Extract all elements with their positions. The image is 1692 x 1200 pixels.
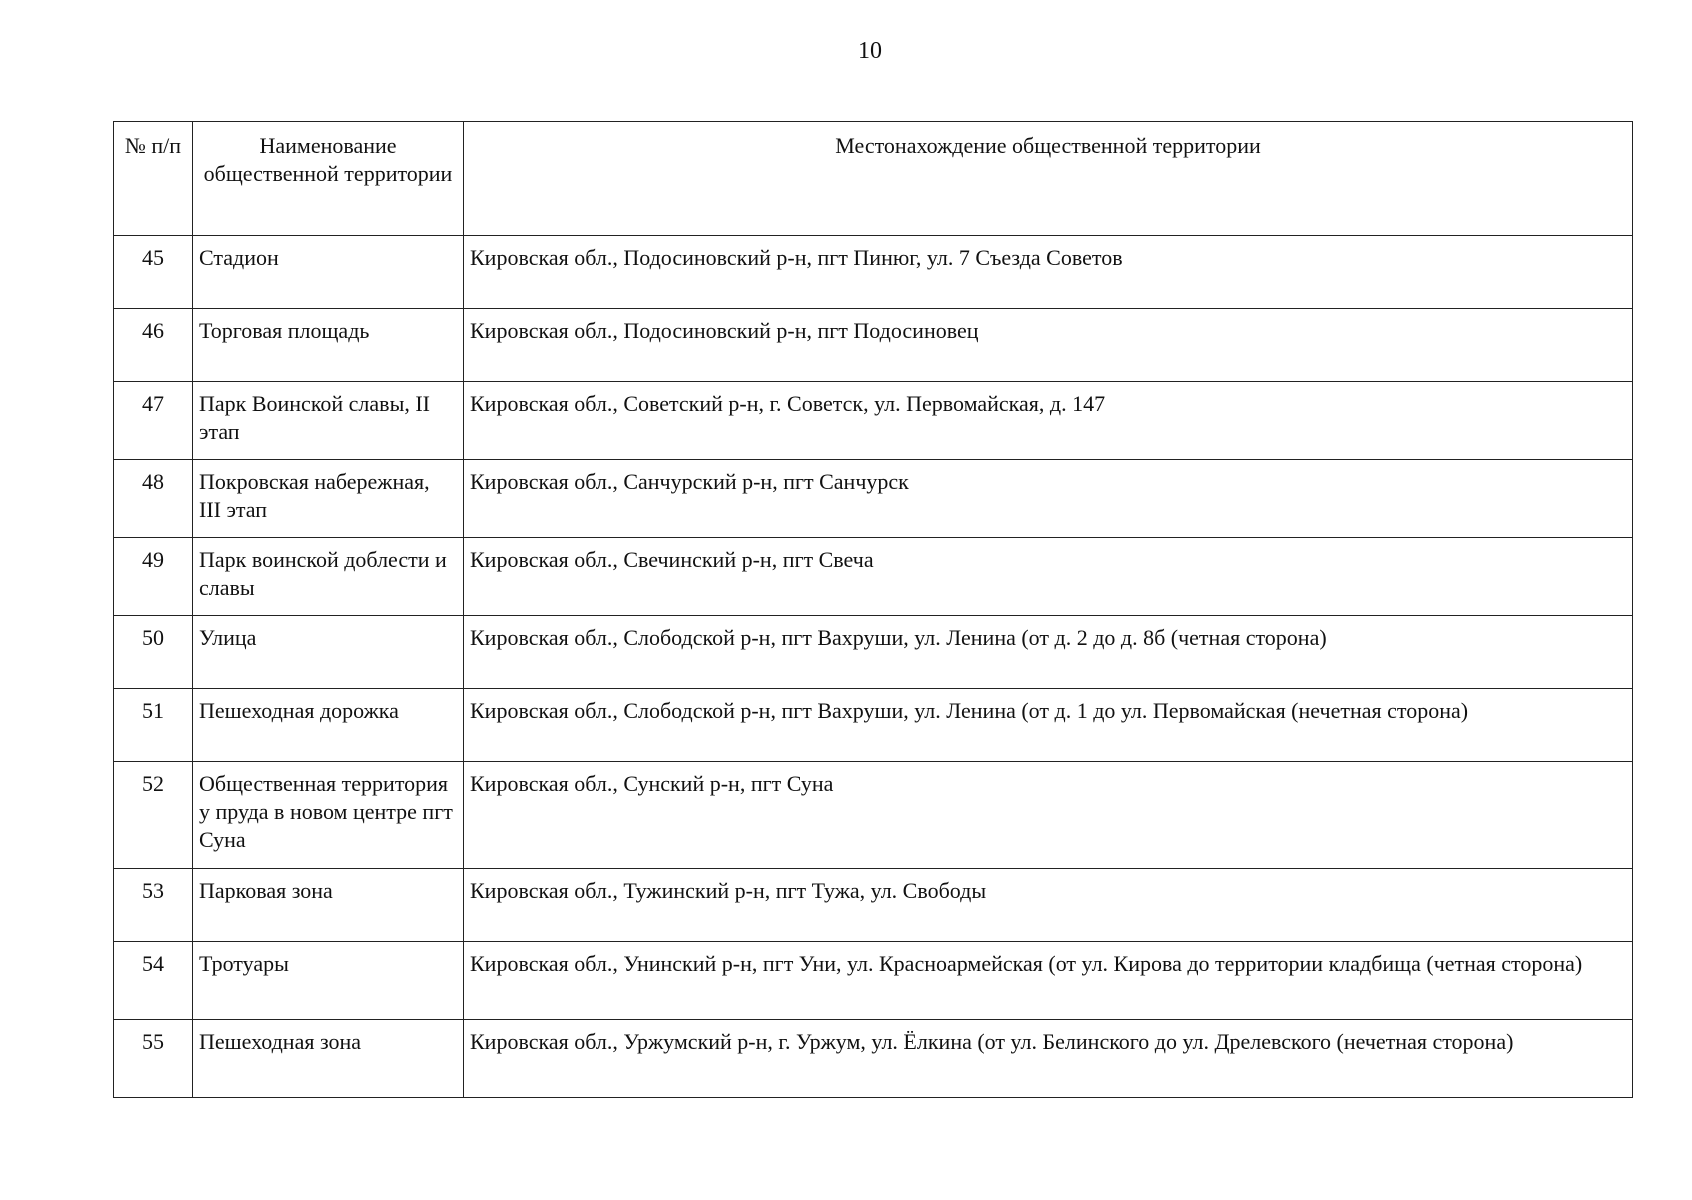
table-row [114, 309, 1633, 382]
row-name: Парковая зона [193, 869, 464, 942]
row-num: 51 [114, 689, 193, 762]
row-location: Кировская обл., Советский р-н, г. Советск, ул. Первомайская, д. 147 [464, 382, 1633, 460]
row-name: Торговая площадь [193, 309, 464, 382]
row-location: Кировская обл., Сунский р-н, пгт Суна [464, 762, 1633, 869]
row-location: Кировская обл., Слободской р-н, пгт Вахруши, ул. Ленина (от д. 1 до ул. Первомайская (нечетная сторона) [464, 689, 1633, 762]
row-num: 46 [114, 309, 193, 382]
row-name: Пешеходная зона [193, 1020, 464, 1098]
row-name: Покровская набережная, III этап [193, 460, 464, 538]
row-location: Кировская обл., Слободской р-н, пгт Вахруши, ул. Ленина (от д. 2 до д. 8б (четная сторона) [464, 616, 1633, 689]
header-num: № п/п [114, 122, 193, 236]
header-name: Наименование общественной территории [193, 122, 464, 236]
row-name: Парк Воинской славы, II этап [193, 382, 464, 460]
table-row [114, 689, 1633, 762]
table-row [114, 762, 1633, 869]
header-location: Местонахождение общественной территории [464, 122, 1633, 236]
row-num: 49 [114, 538, 193, 616]
row-location: Кировская обл., Уржумский р-н, г. Уржум, ул. Ёлкина (от ул. Белинского до ул. Дрелевского (нечетная сторона) [464, 1020, 1633, 1098]
page-number: 10 [858, 38, 882, 64]
row-name: Парк воинской доблести и славы [193, 538, 464, 616]
row-name: Улица [193, 616, 464, 689]
table-row [114, 616, 1633, 689]
table-header-row [114, 122, 1633, 236]
row-location: Кировская обл., Подосиновский р-н, пгт Подосиновец [464, 309, 1633, 382]
row-num: 48 [114, 460, 193, 538]
table-row [114, 869, 1633, 942]
row-num: 52 [114, 762, 193, 869]
row-location: Кировская обл., Тужинский р-н, пгт Тужа, ул. Свободы [464, 869, 1633, 942]
table-row [114, 538, 1633, 616]
table-row [114, 1020, 1633, 1098]
row-location: Кировская обл., Подосиновский р-н, пгт Пинюг, ул. 7 Съезда Советов [464, 236, 1633, 309]
row-num: 45 [114, 236, 193, 309]
row-location: Кировская обл., Унинский р-н, пгт Уни, ул. Красноармейская (от ул. Кирова до территории кладбища (четная сторона) [464, 942, 1633, 1020]
table-row [114, 942, 1633, 1020]
row-num: 50 [114, 616, 193, 689]
row-location: Кировская обл., Санчурский р-н, пгт Санчурск [464, 460, 1633, 538]
row-name: Общественная территория у пруда в новом центре пгт Суна [193, 762, 464, 869]
table-row [114, 236, 1633, 309]
row-num: 54 [114, 942, 193, 1020]
row-num: 55 [114, 1020, 193, 1098]
row-num: 53 [114, 869, 193, 942]
row-name: Пешеходная дорожка [193, 689, 464, 762]
territories-table [113, 121, 1633, 1098]
row-name: Стадион [193, 236, 464, 309]
table-row [114, 382, 1633, 460]
table-row [114, 460, 1633, 538]
row-location: Кировская обл., Свечинский р-н, пгт Свеча [464, 538, 1633, 616]
row-num: 47 [114, 382, 193, 460]
row-name: Тротуары [193, 942, 464, 1020]
